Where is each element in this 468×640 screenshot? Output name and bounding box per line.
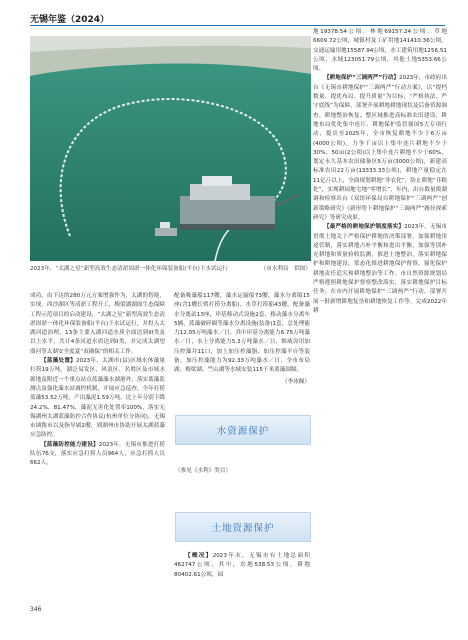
photo-caption <box>30 265 311 274</box>
section-heading: 【蓝藻防控能力建设】 <box>41 441 99 448</box>
author-credit: （李冰佩） <box>282 378 310 385</box>
section-banner-land-resources: 土地资源保护 <box>175 512 311 542</box>
paragraph-blue-algae: 【蓝藻处置】2023年，太湖市(县)区域水体藻量打捞19万吨，湖泛易发区、风浪区、名胜区及市域水源地及附近一个重点站点蓝藻藻水湖港外，落实蓝藻监测点及强化藻水站调控机制，开展应急巡查，全年打捞蓝藻53.52万吨，产出藻泥1.59万吨，比上年分别下降24.2%、81.47%，藻泥无害化处置率100%，落实无锡湖州太湖蓝藻防控合作协议(杭州单位分协同)，无锡市调拨市以及指导属2艘，到湖州市协助开展太湖蓝藻应急防控。 <box>30 358 165 439</box>
section-heading: 【最严格的耕地保护制度落实】 <box>324 224 405 231</box>
section-heading: 【耕地保护“三调两严”行动】 <box>324 75 399 82</box>
paragraph-strict-farmland: 【最严格的耕地保护制度落实】2023年，无锡市贯彻土地关于严格保护耕地的决策部署，加强耕地用途管制，落实耕地占补平衡和进出平衡，加强等别补充耕地和质量验收监测，推进土地整治，落实耕地保护和耕地建设。常态化推进耕地保护督察，强化保护耕地责任追究和耕地整治等工作。市自然资源规划局严格遵照耕地保护督察整改落实，落实耕地保护目标任务；在市内开展耕地保护“三调两严”行动，部署开展一批新增耕地复垦和耕地恢复工作等。完成2022年耕 <box>313 224 447 314</box>
paragraph-overview: 【概况】2023年末，无锡市有土地总面积462747公顷，其中，农地538.53公顷，耕地80402.61公顷，园 <box>174 553 310 578</box>
column-middle <box>174 292 310 387</box>
column-right <box>313 28 447 316</box>
page-number: 346 <box>30 606 42 613</box>
header-rule <box>30 25 445 26</box>
lake-dredging-photo <box>30 36 311 261</box>
column-middle-lower <box>174 552 310 580</box>
yearbook-header: 无锡年鉴（2024） <box>30 15 110 25</box>
paragraph: 地19378.54公顷，林地69157.24公顷，草地6609.72公顷，城镇村及工矿用地141410.36公顷，交通运输用地15587.94公顷，水工建筑用地1256.51公顷，水域123051.79公顷，其他土地5353.66公顷。 <box>313 29 447 73</box>
paragraph: 配备吸藻船117艘，藻水运输船73艘、藻水分离船15座(含1艘长臂打捞分离船)、水草打捞船43艘，配备藻水分离站13座，岸基移动式设施2套、移动藻水分离车5辆，蓝藻破碎圈等藻水分离设施(装备)1套，总处理能力12.05万吨藻水／日，其中岸基分离能力6.75万吨藻水／日，水上分离能力5.3万吨藻水／日，维威设用加压控藻并11口，加上加压控藻器、加压控藻平台等装备，加压控藻能力为92.33万吨藻水／日，全市布局湖、梅梁湖、竺山湖等水域安装115千米蓝藻围隔。 <box>174 293 310 374</box>
section-heading: 【概况】 <box>185 553 213 559</box>
column-left <box>30 292 165 469</box>
paragraph-algae-capacity: 【蓝藻防控能力建设】2023年，无锡市推进打捞队伍76支，落实应急打捞人员964人，应急打捞人员662人， <box>30 441 165 467</box>
lake-photo-illustration <box>30 36 311 261</box>
section-heading: 【蓝藻处置】 <box>41 358 76 365</box>
section-banner-water-resources: 水资源保护 <box>175 415 311 445</box>
paragraph-farmland-protection: 【耕地保护“三调两严”行动】2023年，市政府出台《无锡市耕地保护“三调两严”行动方案》，以“提档数量、提优布局、提升质量”为目标，“严格执法、严守底线”为保障，部署开展耕地耕地现状及后备资源调查、耕地整治恢复、整区域推进高标准农田建设、耕地布局优化集中连片、耕地保护监管强国5大专项行动，提出至2025年，全市恢复耕地不少于6万亩(4000公顷)，力争千亩以上集中连片耕地不少于30%、50亩(2公顷)以上集中连片耕地不少于60%，划定永久基本农田储备区5万亩(3000公顷)，新建高标准农田22万亩(13333.33公顷)，耕地产量稳定在11亿斤以上，全面规划耕地“非农化”，防止耕地“非粮化”，实现耕园地宅地“零增长”，年内，出台数量拨湖调和检察出台《双组环保局自耕地保护“三调两严”创新策略研究》《新形势下耕地保护“三调两严”路径探索研究》等研究成果。 <box>313 75 447 221</box>
see-also-note: （参见《水利》类目） <box>175 468 231 474</box>
photo-credit: （市水利局 供图） <box>260 266 311 272</box>
paragraph: 成功。由下达的280万元方案增强作为，太湖的智能，实现，西沙湖区等清淤工程开工，梅梁湖湖面生态保障工程示范项目的启动建设，“太湖之星”新型高效生态清淤固淤一体化环保装备船(平台)下水试运行，并投入太湖河道治理，13条主要入湖河道水质全面达到III类及以上水平，共计4条河道水质达到II类，并完成太湖望虞河等太湖安全度夏“双确保”的相关工作。 <box>30 293 165 355</box>
photo-caption-text: 2023年，“太湖之星”新型高效生态清淤固淤一体化环保装备船(平台)下水试运行 <box>30 266 228 272</box>
